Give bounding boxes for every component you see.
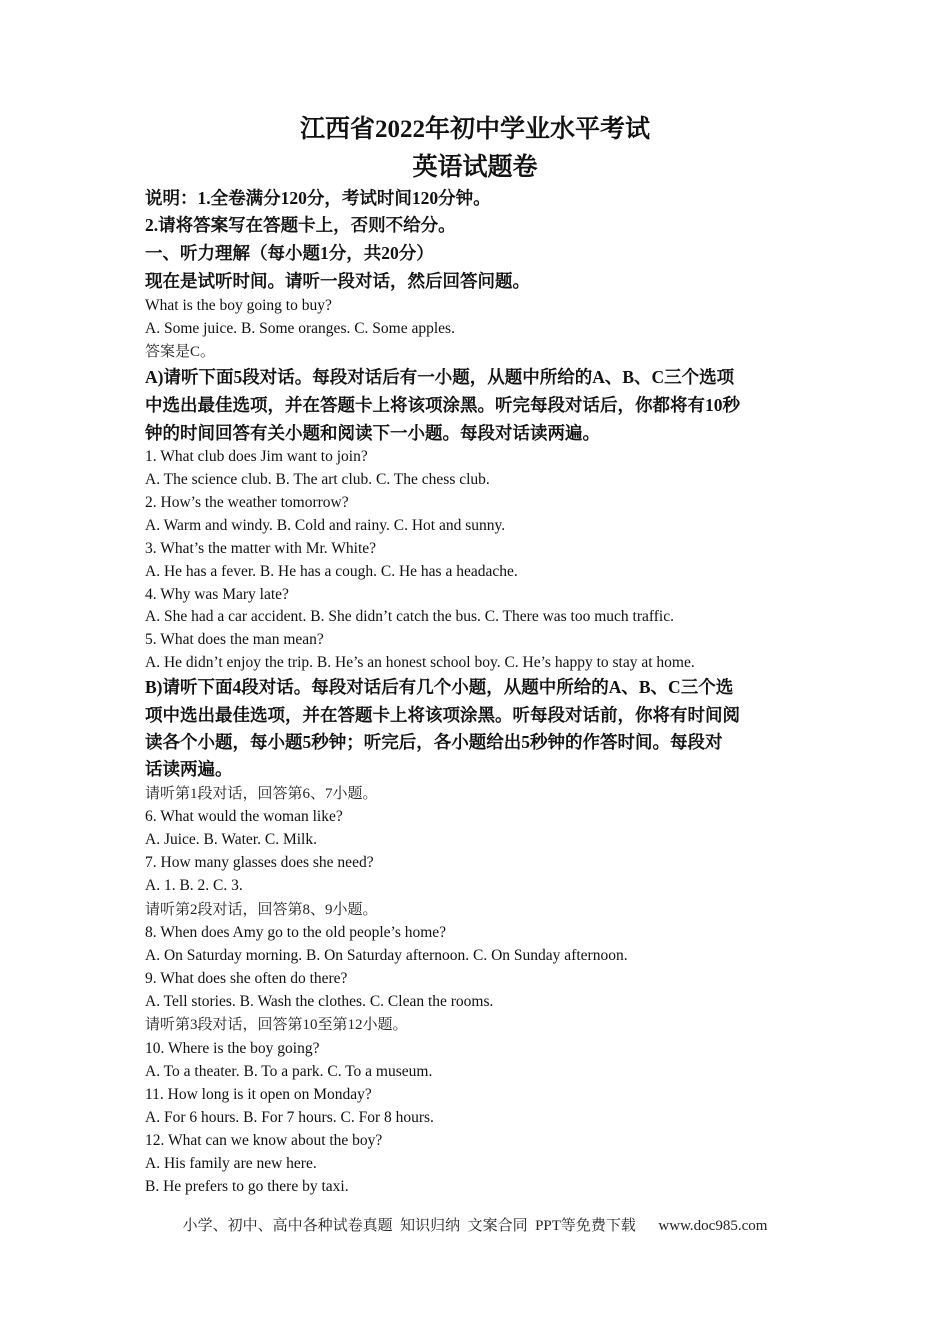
options-line: A. She had a car accident. B. She didn’t catch the bus. C. There was too much traffic. <box>145 608 674 625</box>
question-line: 5. What does the man mean? <box>145 631 324 648</box>
options-line: A. He didn’t enjoy the trip. B. He’s an honest school boy. C. He’s happy to stay at home. <box>145 654 695 671</box>
dialogue-instruction: 请听第1段对话，回答第6、7小题。 <box>145 786 378 802</box>
options-line: A. To a theater. B. To a park. C. To a museum. <box>145 1063 433 1080</box>
trial-intro: 现在是试听时间。请听一段对话，然后回答问题。 <box>145 271 530 291</box>
part-b-instructions-line: 话读两遍。 <box>145 759 233 779</box>
question-line: 7. How many glasses does she need? <box>145 854 374 871</box>
options-line: A. 1. B. 2. C. 3. <box>145 877 243 894</box>
question-line: 1. What club does Jim want to join? <box>145 448 368 465</box>
question-line: 8. When does Amy go to the old people’s home? <box>145 924 447 941</box>
exam-title: 江西省2022年初中学业水平考试 <box>299 116 650 143</box>
question-line: 9. What does she often do there? <box>145 970 348 987</box>
question-line: 2. How’s the weather tomorrow? <box>145 494 349 511</box>
trial-options: A. Some juice. B. Some oranges. C. Some apples. <box>145 320 455 337</box>
question-line: 11. How long is it open on Monday? <box>145 1086 372 1103</box>
part-b-instructions-line: B)请听下面4段对话。每段对话后有几个小题，从题中所给的A、B、C三个选 <box>145 677 734 697</box>
question-line: 3. What’s the matter with Mr. White? <box>145 540 377 557</box>
page-footer: 小学、初中、高中各种试卷真题 知识归纳 文案合同 PPT等免费下载 www.doc985.com <box>182 1218 768 1234</box>
options-line: A. Juice. B. Water. C. Milk. <box>145 831 317 848</box>
options-line: A. He has a fever. B. He has a cough. C. He has a headache. <box>145 563 518 580</box>
dialogue-instruction: 请听第2段对话，回答第8、9小题。 <box>145 902 378 918</box>
options-line: A. The science club. B. The art club. C. The chess club. <box>145 471 490 488</box>
options-line: A. Warm and windy. B. Cold and rainy. C. Hot and sunny. <box>145 517 506 534</box>
trial-question: What is the boy going to buy? <box>145 297 332 314</box>
instructions-line-1: 说明：1.全卷满分120分，考试时间120分钟。 <box>145 188 491 208</box>
part-a-instructions-line: 中选出最佳选项，并在答题卡上将该项涂黑。听完每段对话后，你都将有10秒 <box>145 395 740 415</box>
option-line: B. He prefers to go there by taxi. <box>145 1178 349 1195</box>
options-line: A. For 6 hours. B. For 7 hours. C. For 8 hours. <box>145 1109 434 1126</box>
section-heading-listening: 一、听力理解（每小题1分，共20分） <box>145 243 434 263</box>
options-line: A. Tell stories. B. Wash the clothes. C. Clean the rooms. <box>145 993 494 1010</box>
part-b-instructions-line: 读各个小题，每小题5秒钟；听完后，各小题给出5秒钟的作答时间。每段对 <box>145 732 723 752</box>
question-line: 4. Why was Mary late? <box>145 586 289 603</box>
question-line: 6. What would the woman like? <box>145 808 343 825</box>
option-line: A. His family are new here. <box>145 1155 317 1172</box>
instructions-line-2: 2.请将答案写在答题卡上，否则不给分。 <box>145 215 456 235</box>
part-a-instructions-line: A)请听下面5段对话。每段对话后有一小题，从题中所给的A、B、C三个选项 <box>145 367 735 387</box>
trial-answer: 答案是C。 <box>145 344 216 360</box>
dialogue-instruction: 请听第3段对话，回答第10至第12小题。 <box>145 1017 408 1033</box>
question-line: 12. What can we know about the boy? <box>145 1132 383 1149</box>
part-b-instructions-line: 项中选出最佳选项，并在答题卡上将该项涂黑。听每段对话前，你将有时间阅 <box>145 705 740 725</box>
question-line: 10. Where is the boy going? <box>145 1040 320 1057</box>
exam-subtitle: 英语试题卷 <box>412 154 538 181</box>
options-line: A. On Saturday morning. B. On Saturday afternoon. C. On Sunday afternoon. <box>145 947 628 964</box>
part-a-instructions-line: 钟的时间回答有关小题和阅读下一小题。每段对话读两遍。 <box>145 423 600 443</box>
